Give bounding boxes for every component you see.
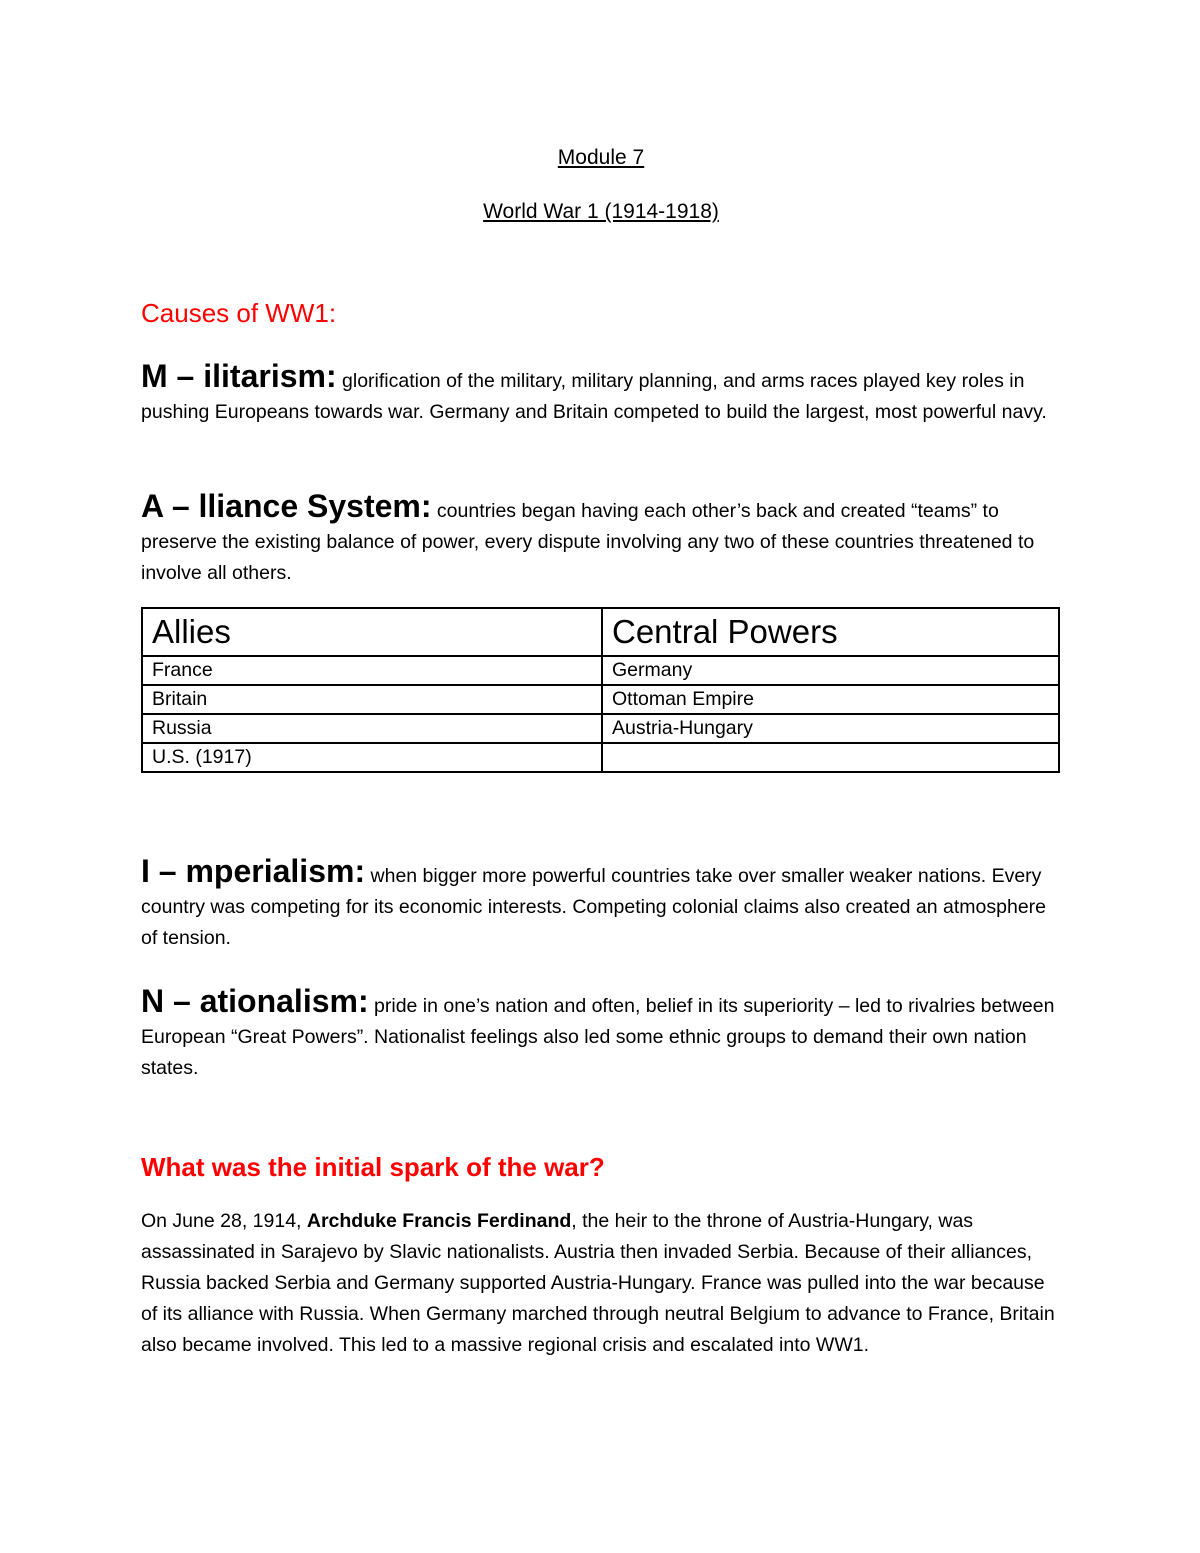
table-cell: Germany [602, 656, 1059, 685]
spark-paragraph [141, 1206, 1061, 1361]
table-row [142, 656, 1059, 685]
cause-alliance-lead: A – lliance System: [141, 488, 432, 524]
cause-nationalism [141, 983, 1061, 1084]
cause-militarism [141, 358, 1061, 428]
spark-person: Archduke Francis Ferdinand [306, 1210, 572, 1232]
table-row [142, 743, 1059, 772]
cause-alliance-text: countries began having each other’s back and created “teams” to preserve the existing balance of power, every dispute involving any two of these countries threatened to involve all others. [141, 500, 1035, 584]
table-cell: Russia [142, 714, 602, 743]
table-cell: U.S. (1917) [142, 743, 602, 772]
table-row [142, 714, 1059, 743]
cause-militarism-text: glorification of the military, military planning, and arms races played key roles in pushing Europeans towards war. Germany and Britain competed to build the largest, most powerful navy. [141, 370, 1047, 423]
cause-imperialism-lead: I – mperialism: [141, 853, 366, 889]
table-row [142, 685, 1059, 714]
table-header-central-powers: Central Powers [602, 608, 1059, 656]
causes-heading: Causes of WW1: [141, 298, 337, 328]
table-cell: Britain [142, 685, 602, 714]
table-cell: Ottoman Empire [602, 685, 1059, 714]
cause-imperialism [141, 853, 1061, 954]
cause-imperialism-text: when bigger more powerful countries take over smaller weaker nations. Every country was competing for its economic interests. Competing colonial claims also created an atmosphere of tension. [141, 865, 1047, 949]
cause-nationalism-text: pride in one’s nation and often, belief in its superiority – led to rivalries between European “Great Powers”. Nationalist feelings also led some ethnic groups to demand their own nation states. [141, 995, 1055, 1079]
cause-nationalism-lead: N – ationalism: [141, 983, 369, 1019]
table-header-row [142, 608, 1059, 656]
alliance-table [141, 607, 1060, 773]
document-subtitle: World War 1 (1914-1918) [483, 200, 719, 223]
table-header-allies: Allies [142, 608, 602, 656]
table-cell [602, 743, 1059, 772]
spark-heading: What was the initial spark of the war? [141, 1152, 605, 1182]
cause-militarism-lead: M – ilitarism: [141, 358, 337, 394]
table-cell: France [142, 656, 602, 685]
table-cell: Austria-Hungary [602, 714, 1059, 743]
module-title: Module 7 [557, 146, 645, 169]
spark-intro: On June 28, 1914, [141, 1210, 307, 1232]
cause-alliance [141, 488, 1061, 589]
spark-body: , the heir to the throne of Austria-Hungary, was assassinated in Sarajevo by Slavic nationalists. Austria then invaded Serbia. Because of their alliances, Russia backed Serbia and Germany supported Austria-Hungary. France was pulled into the war because of its alliance with Russia. When Germany marched through neutral Belgium to advance to France, Britain also became involved. This led to a massive regional crisis and escalated into WW1. [141, 1210, 1055, 1356]
